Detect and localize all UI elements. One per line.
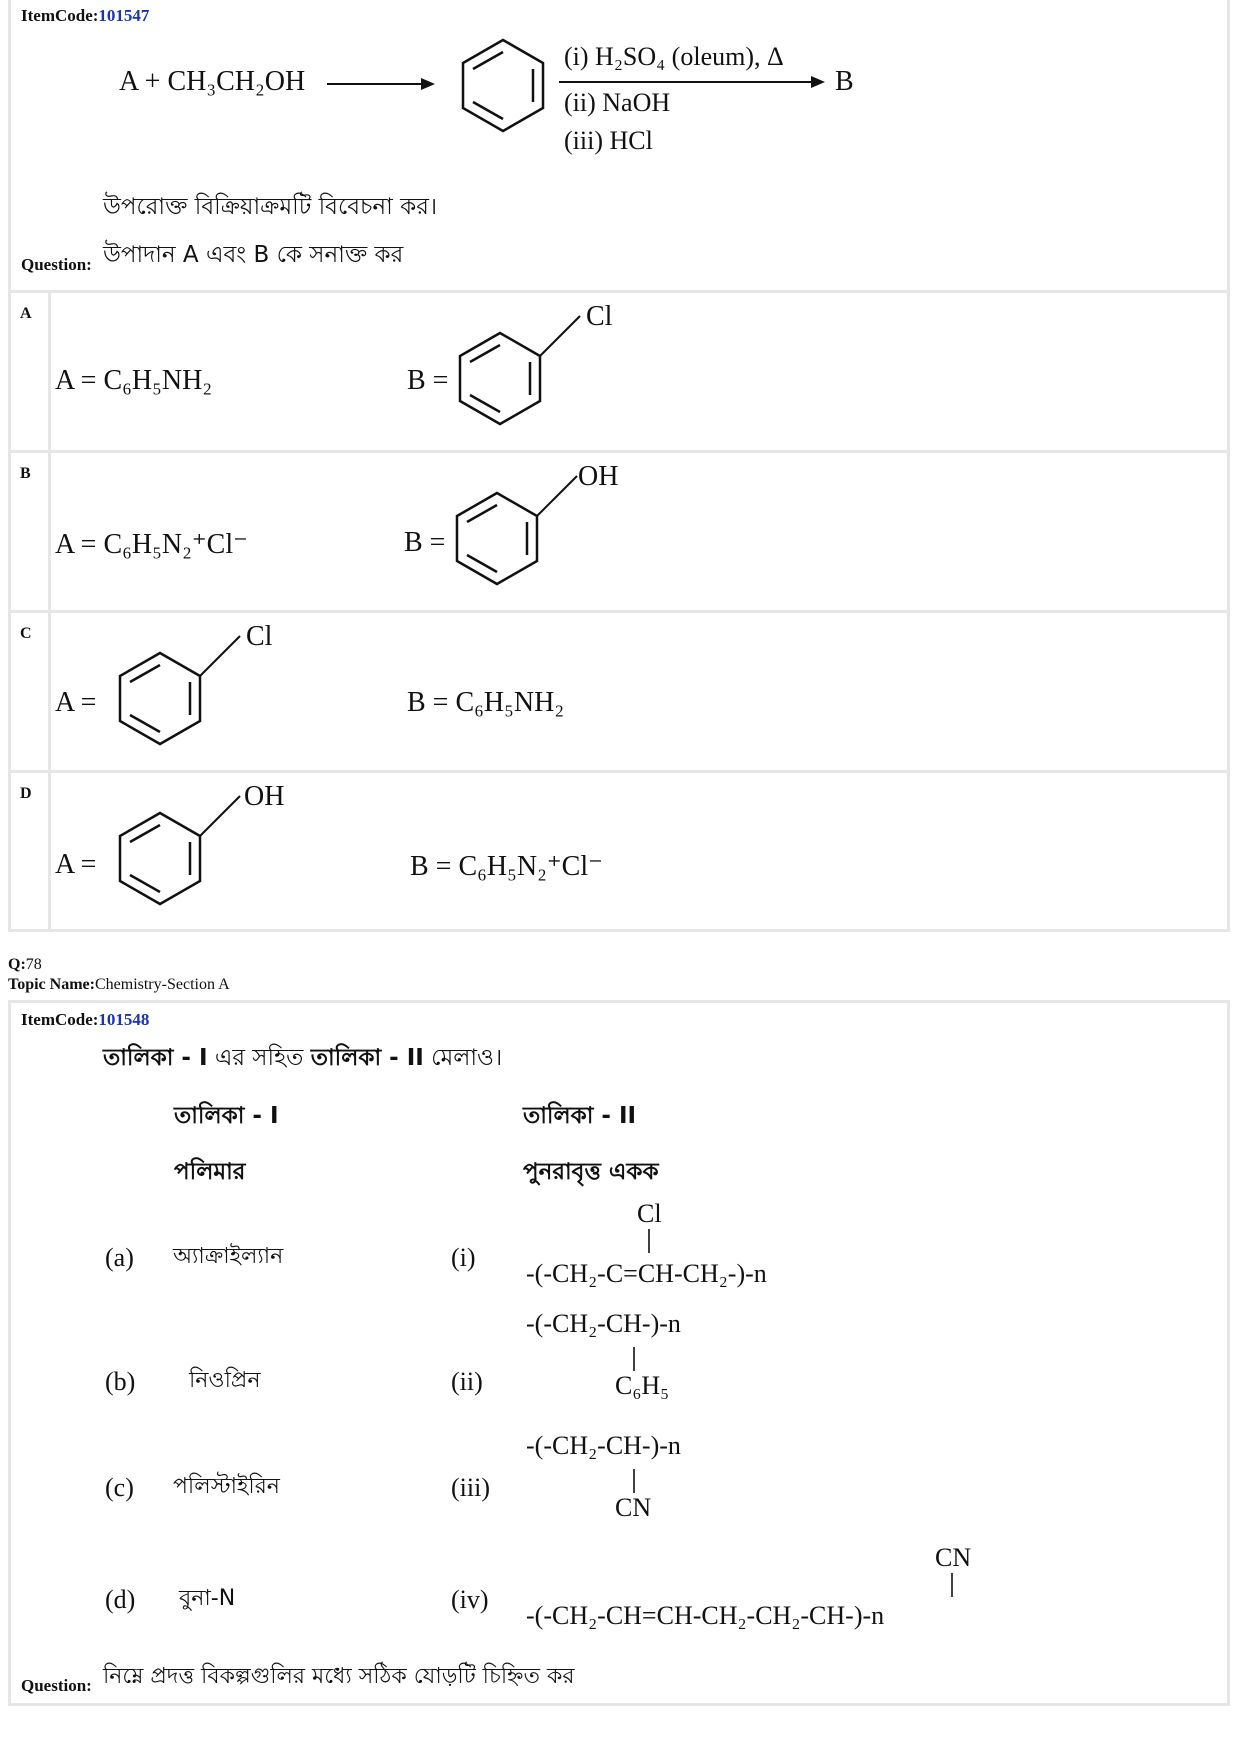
column-1-header: তালিকা - I bbox=[174, 1103, 279, 1129]
option-c-left: A = bbox=[55, 687, 97, 718]
row-a-subgroup: Cl bbox=[637, 1199, 662, 1228]
option-divider bbox=[48, 613, 51, 770]
option-letter: B bbox=[20, 465, 31, 482]
question-row: Question: নিম্নে প্রদত্ত বিকল্পগুলির মধ্যে সঠিক যোড়টি চিহ্নিত কর bbox=[21, 1664, 575, 1695]
row-d-polymer: বুনা-N bbox=[179, 1586, 236, 1611]
row-b-key: (b) bbox=[105, 1367, 136, 1396]
option-d-right: B = C₆H₅N₂⁺Cl⁻ bbox=[410, 851, 603, 882]
question-text: নিম্নে প্রদত্ত বিকল্পগুলির মধ্যে সঠিক যোড়টি চিহ্নিত কর bbox=[102, 1664, 575, 1689]
item-code: ItemCode:101548 bbox=[21, 1010, 150, 1029]
row-c-polymer: পলিস্টাইরিন bbox=[173, 1474, 280, 1499]
column-1-subheader: পলিমার bbox=[174, 1159, 246, 1185]
row-c-subgroup: CN bbox=[615, 1493, 652, 1522]
question-row: Question: উপাদান A এবং B কে সনাক্ত কর bbox=[21, 242, 404, 274]
condition-1: (i) H₂SO₄ (oleum), Δ bbox=[564, 42, 784, 71]
instruction-text: উপরোক্ত বিক্রিয়াক্রমটি বিবেচনা কর। bbox=[103, 194, 438, 220]
option-a[interactable] bbox=[10, 290, 1227, 450]
bond-line bbox=[644, 1229, 654, 1259]
question-text: উপাদান A এবং B কে সনাক্ত কর bbox=[102, 242, 404, 268]
row-d-unit: -(-CH₂-CH=CH-CH₂-CH₂-CH-)-n bbox=[526, 1601, 885, 1630]
product-b: B bbox=[835, 66, 854, 97]
match-instruction: তালিকা - I এর সহিত তালিকা - II মেলাও। bbox=[103, 1045, 503, 1071]
row-a-key: (a) bbox=[105, 1243, 134, 1272]
reaction-lhs: A + CH₃CH₂OH bbox=[119, 66, 306, 97]
option-c-right: B = C₆H₅NH₂ bbox=[407, 687, 565, 718]
substituent-label: Cl bbox=[246, 621, 273, 652]
option-divider bbox=[48, 453, 51, 610]
row-a-polymer: অ্যাক্রাইল্যান bbox=[173, 1244, 284, 1269]
item-code: ItemCode:101547 bbox=[21, 6, 150, 25]
condition-2: (ii) NaOH bbox=[564, 88, 671, 117]
column-2-header: তালিকা - II bbox=[523, 1103, 637, 1129]
substituent-label: OH bbox=[578, 461, 619, 492]
topic-name: Topic Name:Chemistry-Section A bbox=[8, 976, 230, 993]
row-a-num: (i) bbox=[451, 1243, 476, 1272]
option-divider bbox=[48, 773, 51, 929]
substituent-label: OH bbox=[244, 781, 285, 812]
row-d-subgroup: CN bbox=[935, 1543, 972, 1572]
option-letter: D bbox=[20, 785, 32, 802]
row-b-unit: -(-CH₂-CH-)-n bbox=[526, 1309, 681, 1338]
bond-line bbox=[947, 1573, 957, 1603]
option-b-left: A = C₆H₅N₂⁺Cl⁻ bbox=[55, 529, 248, 560]
row-c-key: (c) bbox=[105, 1473, 134, 1502]
question-78-box bbox=[8, 1000, 1230, 1706]
row-b-subgroup: C₆H₅ bbox=[615, 1371, 670, 1400]
row-a-unit: -(-CH₂-C=CH-CH₂-)-n bbox=[526, 1259, 767, 1288]
option-d-left: A = bbox=[55, 849, 97, 880]
question-number: Q:78 bbox=[8, 956, 42, 973]
option-b-right: B = bbox=[404, 527, 446, 558]
option-letter: C bbox=[20, 625, 32, 642]
option-d[interactable] bbox=[10, 770, 1227, 932]
chlorobenzene-structure bbox=[450, 293, 650, 443]
option-divider bbox=[48, 293, 51, 450]
option-a-right: B = bbox=[407, 365, 449, 396]
column-2-subheader: পুনরাবৃত্ত একক bbox=[523, 1159, 659, 1185]
row-c-num: (iii) bbox=[451, 1473, 490, 1502]
chlorobenzene-structure bbox=[110, 613, 310, 763]
row-c-unit: -(-CH₂-CH-)-n bbox=[526, 1431, 681, 1460]
option-c[interactable] bbox=[10, 610, 1227, 770]
row-d-num: (iv) bbox=[451, 1585, 489, 1614]
row-b-polymer: নিওপ্রিন bbox=[189, 1368, 261, 1393]
row-b-num: (ii) bbox=[451, 1367, 483, 1396]
option-letter: A bbox=[20, 305, 32, 322]
option-b[interactable] bbox=[10, 450, 1227, 610]
row-d-key: (d) bbox=[105, 1585, 136, 1614]
substituent-label: Cl bbox=[586, 301, 613, 332]
condition-3: (iii) HCl bbox=[564, 126, 653, 155]
option-a-left: A = C₆H₅NH₂ bbox=[55, 365, 213, 396]
